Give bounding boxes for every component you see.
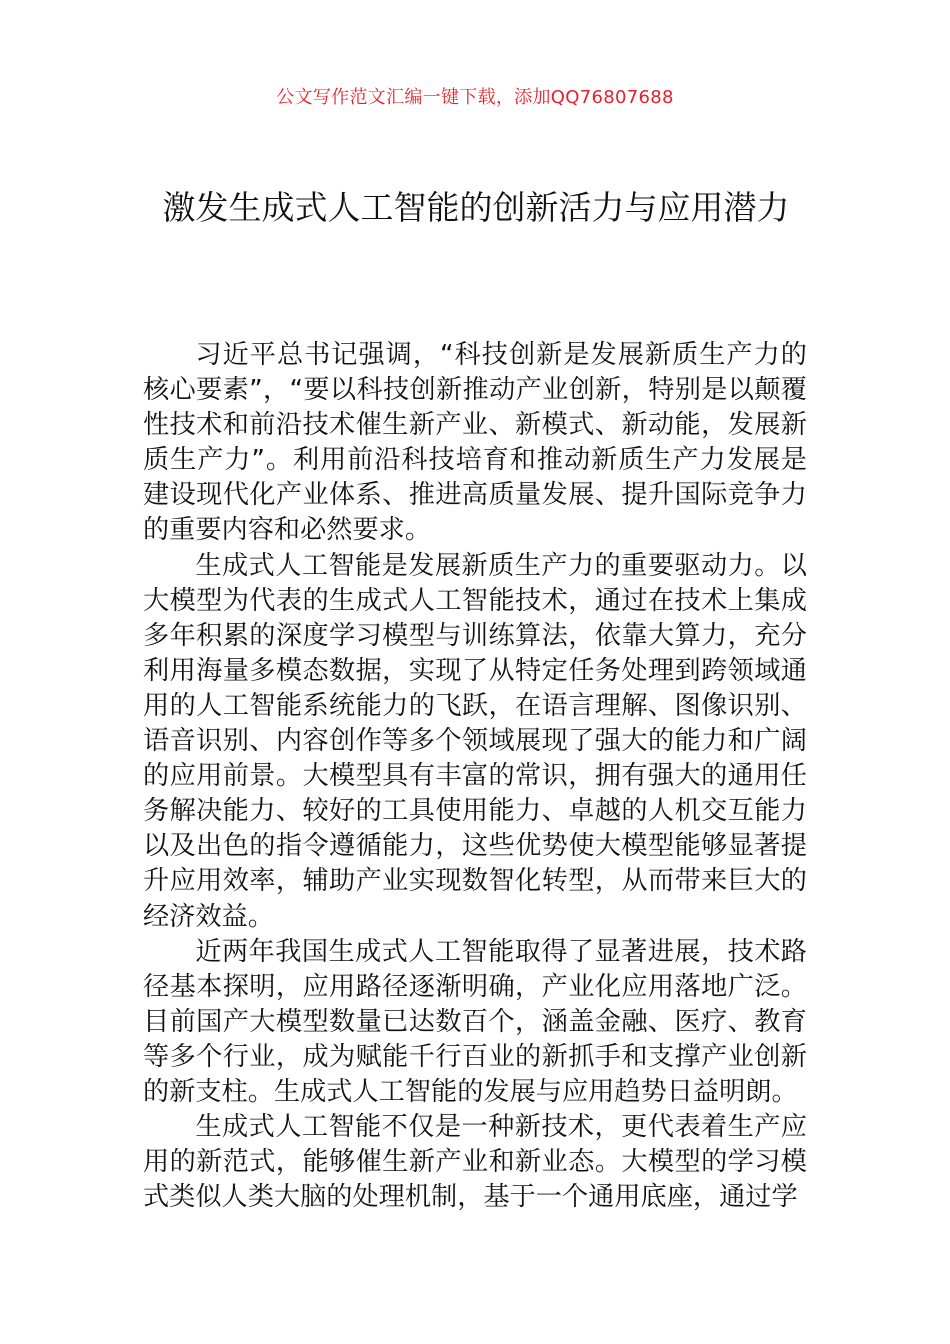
- paragraph-4: 生成式人工智能不仅是一种新技术，更代表着生产应用的新范式，能够催生新产业和新业态。大模型的学习模式类似人类大脑的处理机制，基于一个通用底座，通过学: [143, 1112, 807, 1213]
- document-title: 激发生成式人工智能的创新活力与应用潜力: [162, 188, 790, 227]
- paragraph-1: 习近平总书记强调，“科技创新是发展新质生产力的核心要素”，“要以科技创新推动产业创新，特别是以颠覆性技术和前沿技术催生新产业、新模式、新动能，发展新质生产力”。利用前沿科技培育和推动新质生产力发展是建设现代化产业体系、推进高质量发展、提升国际竞争力的重要内容和必然要求。: [143, 340, 807, 546]
- download-promo-note: 公文写作范文汇编一键下载，添加QQ76807688: [276, 87, 674, 108]
- paragraph-3: 近两年我国生成式人工智能取得了显著进展，技术路径基本探明，应用路径逐渐明确，产业化应用落地广泛。目前国产大模型数量已达数百个，涵盖金融、医疗、教育等多个行业，成为赋能千行百业的新抓手和支撑产业创新的新支柱。生成式人工智能的发展与应用趋势日益明朗。: [143, 936, 807, 1107]
- paragraph-2: 生成式人工智能是发展新质生产力的重要驱动力。以大模型为代表的生成式人工智能技术，通过在技术上集成多年积累的深度学习模型与训练算法，依靠大算力，充分利用海量多模态数据，实现了从特定任务处理到跨领域通用的人工智能系统能力的飞跃，在语言理解、图像识别、语音识别、内容创作等多个领域展现了强大的能力和广阔的应用前景。大模型具有丰富的常识，拥有强大的通用任务解决能力、较好的工具使用能力、卓越的人机交互能力以及出色的指令遵循能力，这些优势使大模型能够显著提升应用效率，辅助产业实现数智化转型，从而带来巨大的经济效益。: [143, 550, 807, 932]
- document-body: [143, 338, 807, 1215]
